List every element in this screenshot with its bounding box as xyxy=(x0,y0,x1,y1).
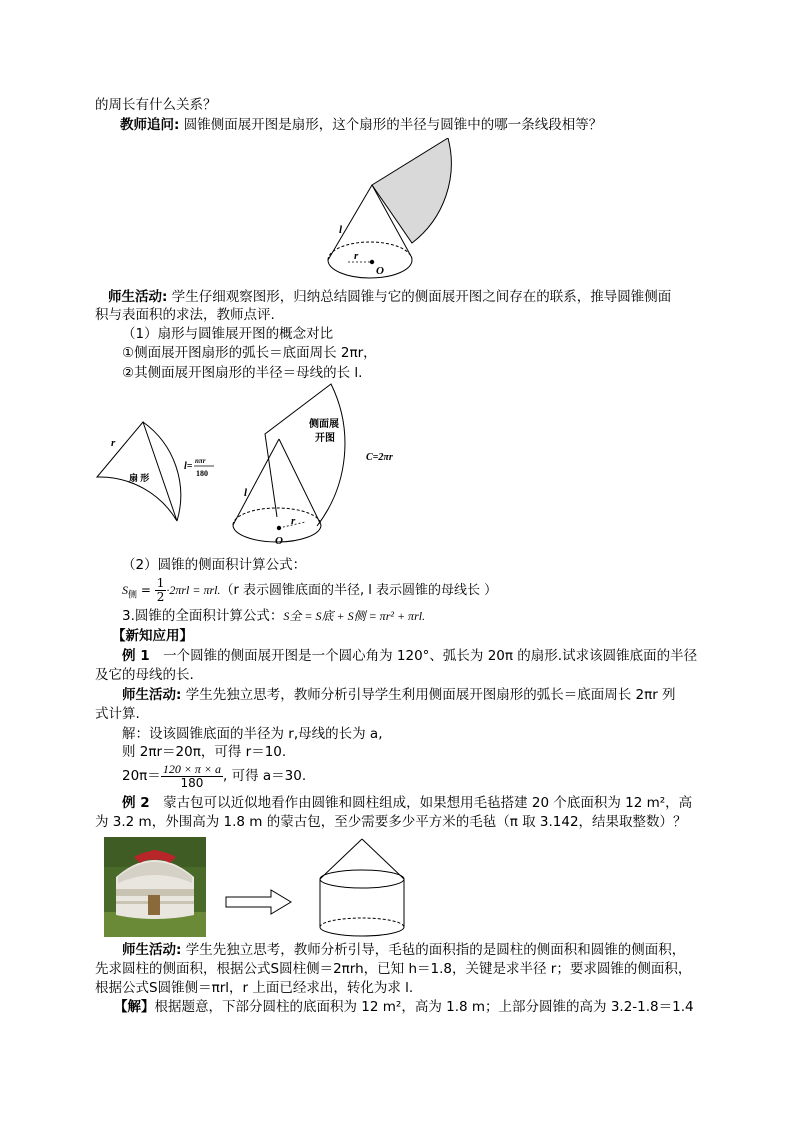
example-1-line1 xyxy=(122,647,697,665)
section-3-formula: S全 = S底 + S侧 = πr² + πrl. xyxy=(283,609,426,623)
activity-2-line1 xyxy=(122,686,676,704)
unfold-label-2: 开图 xyxy=(315,433,335,444)
unfold-sector xyxy=(265,384,345,526)
activity-2-line2: 式计算. xyxy=(95,706,140,722)
left-sector-r-label: r xyxy=(111,437,116,449)
unfold-label-1: 侧面展 xyxy=(309,419,339,430)
solution-2-line xyxy=(114,998,694,1016)
activity-1-line2: 积与表面积的求法，教师点评. xyxy=(95,307,275,323)
cone2-o-label: O xyxy=(275,535,283,547)
section-1-title: （1）扇形与圆锥展开图的概念对比 xyxy=(122,326,334,342)
activity-3-line1 xyxy=(122,941,685,959)
activity-2-text: 学生先独立思考，教师分析引导学生利用侧面展开图扇形的弧长＝底面周长 2πr 列 xyxy=(181,687,676,703)
new-application-heading: 【新知应用】 xyxy=(112,628,193,644)
solution-1-line2: 则 2πr＝20π，可得 r＝10. xyxy=(122,744,287,760)
model-base-back xyxy=(320,918,404,927)
activity-1-line1 xyxy=(108,288,671,306)
example-1-lead: 例 1 xyxy=(122,648,150,664)
formula-half xyxy=(155,577,167,604)
formula-s: S xyxy=(122,583,128,597)
activity-1-text: 学生仔细观察图形，归纳总结圆锥与它的侧面展开图之间存在的联系，推导圆锥侧面 xyxy=(167,289,672,305)
example-2-line2: 为 3.2 m，外围高为 1.8 m 的蒙古包，至少需要多少平方米的毛毡（π 取 3.142，结果取整数）？ xyxy=(95,814,687,830)
activity-3-lead: 师生活动: xyxy=(122,942,182,958)
cone-figure-1 xyxy=(320,138,470,283)
teacher-question xyxy=(120,116,602,134)
cone2-slant-right xyxy=(279,439,321,525)
left-sector xyxy=(97,422,177,521)
cone-base-back xyxy=(328,242,412,260)
cone-figure-2 xyxy=(95,382,455,552)
activity-2-lead: 师生活动: xyxy=(122,687,182,703)
lateral-area-formula xyxy=(122,575,497,605)
right-arrow xyxy=(225,888,293,916)
section-2-title: （2）圆锥的侧面积计算公式： xyxy=(122,557,307,573)
solution-1-post: , 可得 a＝30. xyxy=(223,768,307,784)
section-1-item-2: ②其侧面展开图扇形的半径＝母线的长 l. xyxy=(122,365,363,381)
activity-3-text: 学生先独立思考，教师分析引导，毛毡的面积指的是圆柱的侧面积和圆锥的侧面积， xyxy=(181,942,686,958)
example-2-line1 xyxy=(122,794,692,812)
yurt-photo xyxy=(104,837,206,937)
intro-line: 的周长有什么关系？ xyxy=(95,97,217,113)
model-top-ellipse xyxy=(320,870,404,888)
activity-1-lead: 师生活动: xyxy=(108,289,168,305)
formula-eq: = xyxy=(137,583,155,597)
arc-formula-l: l= xyxy=(184,461,193,472)
fig1-o-label: O xyxy=(376,265,384,277)
model-cone-right xyxy=(362,839,404,879)
teacher-question-lead: 教师追问: xyxy=(120,117,180,133)
example-1-text: 一个圆锥的侧面展开图是一个圆心角为 120°、弧长为 20π 的扇形.试求该圆锥底面的半径 xyxy=(149,648,698,664)
section-1-item-1: ①侧面展开图扇形的弧长＝底面周长 2πr， xyxy=(122,345,377,361)
sector-shaded xyxy=(372,138,451,243)
arc-formula-num: nπr xyxy=(195,457,206,465)
cone2-r-label: r xyxy=(291,515,296,527)
activity-3-line2: 先求圆柱的侧面积，根据公式S圆柱侧＝2πrh，已知 h＝1.8，关键是求半径 r；要求圆锥的侧面积， xyxy=(95,961,692,977)
solution-1-fraction xyxy=(161,763,223,790)
fig1-r-label: r xyxy=(354,250,359,262)
formula-rest: ·2πrl = πrl. xyxy=(166,583,221,597)
cone2-center-dot xyxy=(277,526,281,530)
arc-formula-den: 180 xyxy=(196,469,208,478)
solution-2-text: 根据题意，下部分圆柱的底面积为 12 m²，高为 1.8 m；上部分圆锥的高为 3.2-1.8＝1.4 xyxy=(154,999,694,1015)
formula-note: （r 表示圆锥底面的半径, l 表示圆锥的母线长 ） xyxy=(220,583,498,598)
solution-1-line1: 解：设该圆锥底面的半径为 r,母线的长为 a, xyxy=(122,726,383,742)
activity-3-line3: 根据公式S圆锥侧＝πrl，r 上面已经求出，转化为求 l. xyxy=(95,980,414,996)
example-2-lead: 例 2 xyxy=(122,795,150,811)
solution-2-lead: 【解】 xyxy=(114,999,155,1015)
section-3-text: 3.圆锥的全面积计算公式： xyxy=(122,608,284,624)
circumference-label: C=2πr xyxy=(366,452,393,463)
cone-slant-left xyxy=(328,185,372,260)
formula-s-sub: 侧 xyxy=(128,590,138,601)
section-3 xyxy=(122,607,425,625)
example-1-line2: 及它的母线的长. xyxy=(95,667,194,683)
left-sector-label: 扇 形 xyxy=(129,473,150,483)
example-2-text: 蒙古包可以近似地看作由圆锥和圆柱组成，如果想用毛毡搭建 20 个底面积为 12 m²，高 xyxy=(149,795,693,811)
solution-1-pre: 20π＝ xyxy=(122,768,161,784)
solution-1-den: 180 xyxy=(180,775,204,790)
model-cone-left xyxy=(320,839,362,879)
solution-1-num: 120 × π × a xyxy=(162,761,222,776)
fig1-l-label: l xyxy=(339,224,343,236)
cone-center-dot xyxy=(370,260,374,264)
yurt-model-figure xyxy=(314,837,410,941)
model-base-front xyxy=(320,927,404,936)
formula-half-den: 2 xyxy=(156,590,165,604)
cone2-l-label: l xyxy=(244,487,248,499)
teacher-question-text: 圆锥侧面展开图是扇形，这个扇形的半径与圆锥中的哪一条线段相等？ xyxy=(179,117,603,133)
formula-half-num: 1 xyxy=(156,576,165,590)
solution-1-line3 xyxy=(122,760,306,792)
